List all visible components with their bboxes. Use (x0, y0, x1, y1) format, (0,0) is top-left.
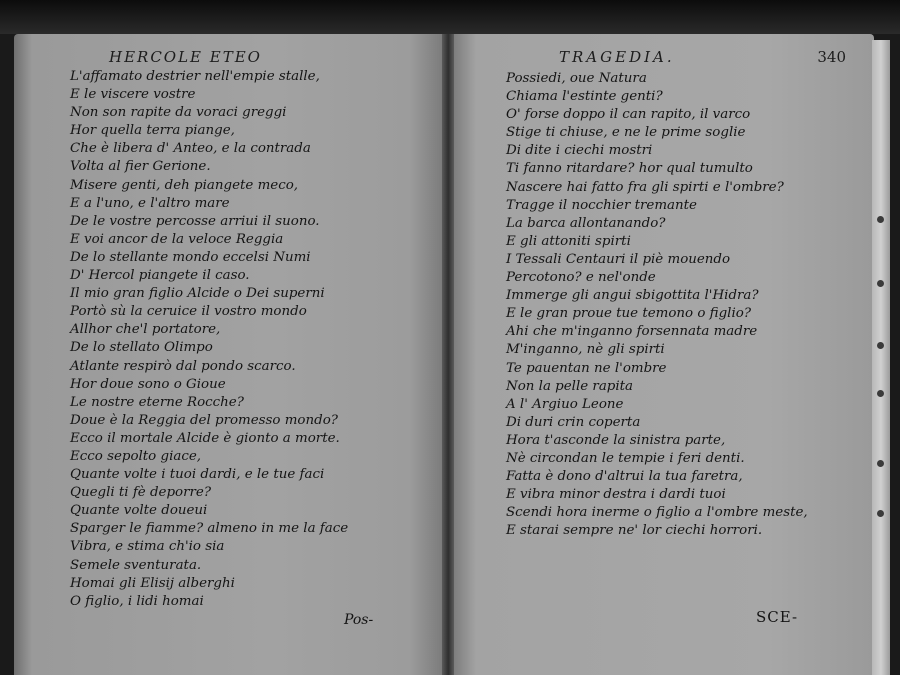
verse-line: Ahi che m'inganno forsennata madre (506, 324, 758, 340)
edge-mark (877, 460, 884, 467)
verse-lines (506, 70, 808, 540)
right-page (454, 34, 874, 675)
verse-line: Di duri crin coperta (506, 414, 641, 430)
verse-line: Allhor che'l portatore, (70, 322, 221, 338)
verse-line: Non son rapite da voraci greggi (70, 105, 287, 121)
verse-line: Semele sventurata. (70, 557, 202, 573)
verse-line: De lo stellato Olimpo (70, 340, 213, 356)
verse-line: Possiedi, oue Natura (506, 71, 647, 86)
verse-line: Tragge il nocchier tremante (506, 197, 697, 213)
verse-line: De le vostre percosse arriui il suono. (70, 213, 320, 229)
verse-line: Hor doue sono o Gioue (70, 376, 226, 392)
verse-line: E vibra minor destra i dardi tuoi (506, 487, 726, 503)
verse-line: Non la pelle rapita (506, 378, 634, 394)
verse-line: A l' Argiuo Leone (506, 396, 624, 412)
running-head: HERCOLE ETEO (109, 48, 262, 66)
verse-line: D' Hercol piangete il caso. (70, 268, 250, 284)
verse-line: Doue è la Reggia del promesso mondo? (70, 412, 338, 428)
page-edges (872, 40, 890, 675)
verse-lines (70, 68, 348, 611)
catchword: Pos- (344, 612, 374, 628)
verse-line: Immerge gli angui sbigottita l'Hidra? (506, 288, 759, 304)
verse-line: E voi ancor de la veloce Reggia (70, 231, 284, 247)
verse-line: Vibra, e stima ch'io sia (70, 539, 225, 555)
verse-line: Hora t'asconde la sinistra parte, (506, 432, 726, 448)
verse-line: Sparger le fiamme? almeno in me la face (70, 521, 349, 537)
verse-line: La barca allontanando? (506, 215, 666, 231)
verse-line: Te pauentan ne l'ombre (506, 360, 667, 376)
verse-line: Volta al fier Gerione. (70, 159, 211, 175)
verse-line: Le nostre eterne Rocche? (70, 394, 244, 410)
verse-line: I Tessali Centauri il piè mouendo (506, 251, 731, 267)
verse-line: Hor quella terra piange, (70, 123, 235, 139)
background-shadow (0, 0, 900, 34)
verse-line: Homai gli Elisij alberghi (70, 575, 235, 591)
verse-line: Quegli ti fè deporre? (70, 485, 212, 501)
verse-line: L'affamato destrier nell'empie stalle, (70, 69, 320, 84)
verse-line: Ecco il mortale Alcide è gionto a morte. (70, 430, 340, 446)
verse-line: Il mio gran figlio Alcide o Dei superni (70, 286, 325, 302)
verse-line: Scendi hora inerme o figlio a l'ombre meste, (506, 505, 808, 521)
verse-line: Misere genti, deh piangete meco, (70, 177, 299, 193)
verse-line: E starai sempre ne' lor ciechi horrori. (506, 523, 763, 539)
verse-line: Di dite i ciechi mostri (506, 143, 653, 159)
edge-mark (877, 342, 884, 349)
page-number: 340 (817, 48, 846, 66)
verse-line: Nascere hai fatto fra gli spirti e l'ombre? (506, 179, 784, 195)
verse-line: E le gran proue tue temono o figlio? (506, 306, 751, 322)
verse-line: E a l'uno, e l'altro mare (70, 195, 230, 211)
edge-mark (877, 280, 884, 287)
verse-line: E gli attoniti spirti (506, 233, 631, 249)
verse-line: Portò sù la ceruice il vostro mondo (70, 304, 307, 320)
verse-line: Ecco sepolto giace, (70, 448, 202, 464)
verse-line: Che è libera d' Anteo, e la contrada (70, 141, 311, 157)
verse-line: Ti fanno ritardare? hor qual tumulto (506, 161, 753, 177)
verse-line: Nè circondan le tempie i feri denti. (506, 450, 745, 466)
edge-mark (877, 510, 884, 517)
verse-line: O figlio, i lidi homai (70, 593, 204, 609)
verse-line: Stige ti chiuse, e ne le prime soglie (506, 125, 746, 141)
verse-line: Quante volte i tuoi dardi, e le tue faci (70, 467, 325, 483)
book-spread (14, 34, 884, 675)
verse-line: Fatta è dono d'altrui la tua faretra, (506, 469, 743, 485)
verse-line: Atlante respirò dal pondo scarco. (70, 358, 296, 374)
verse-line: Quante volte doueui (70, 503, 208, 519)
verse-line: M'inganno, nè gli spirti (506, 342, 665, 358)
running-head: TRAGEDIA. (559, 48, 675, 66)
verse-line: E le viscere vostre (70, 87, 196, 103)
left-page (14, 34, 444, 675)
edge-mark (877, 216, 884, 223)
verse-line: Chiama l'estinte genti? (506, 89, 663, 105)
edge-mark (877, 390, 884, 397)
verse-line: O' forse doppo il can rapito, il varco (506, 107, 751, 123)
catchword: SCE- (756, 608, 799, 626)
verse-line: De lo stellante mondo eccelsi Numi (70, 249, 311, 265)
verse-line: Percotono? e nel'onde (506, 270, 656, 286)
